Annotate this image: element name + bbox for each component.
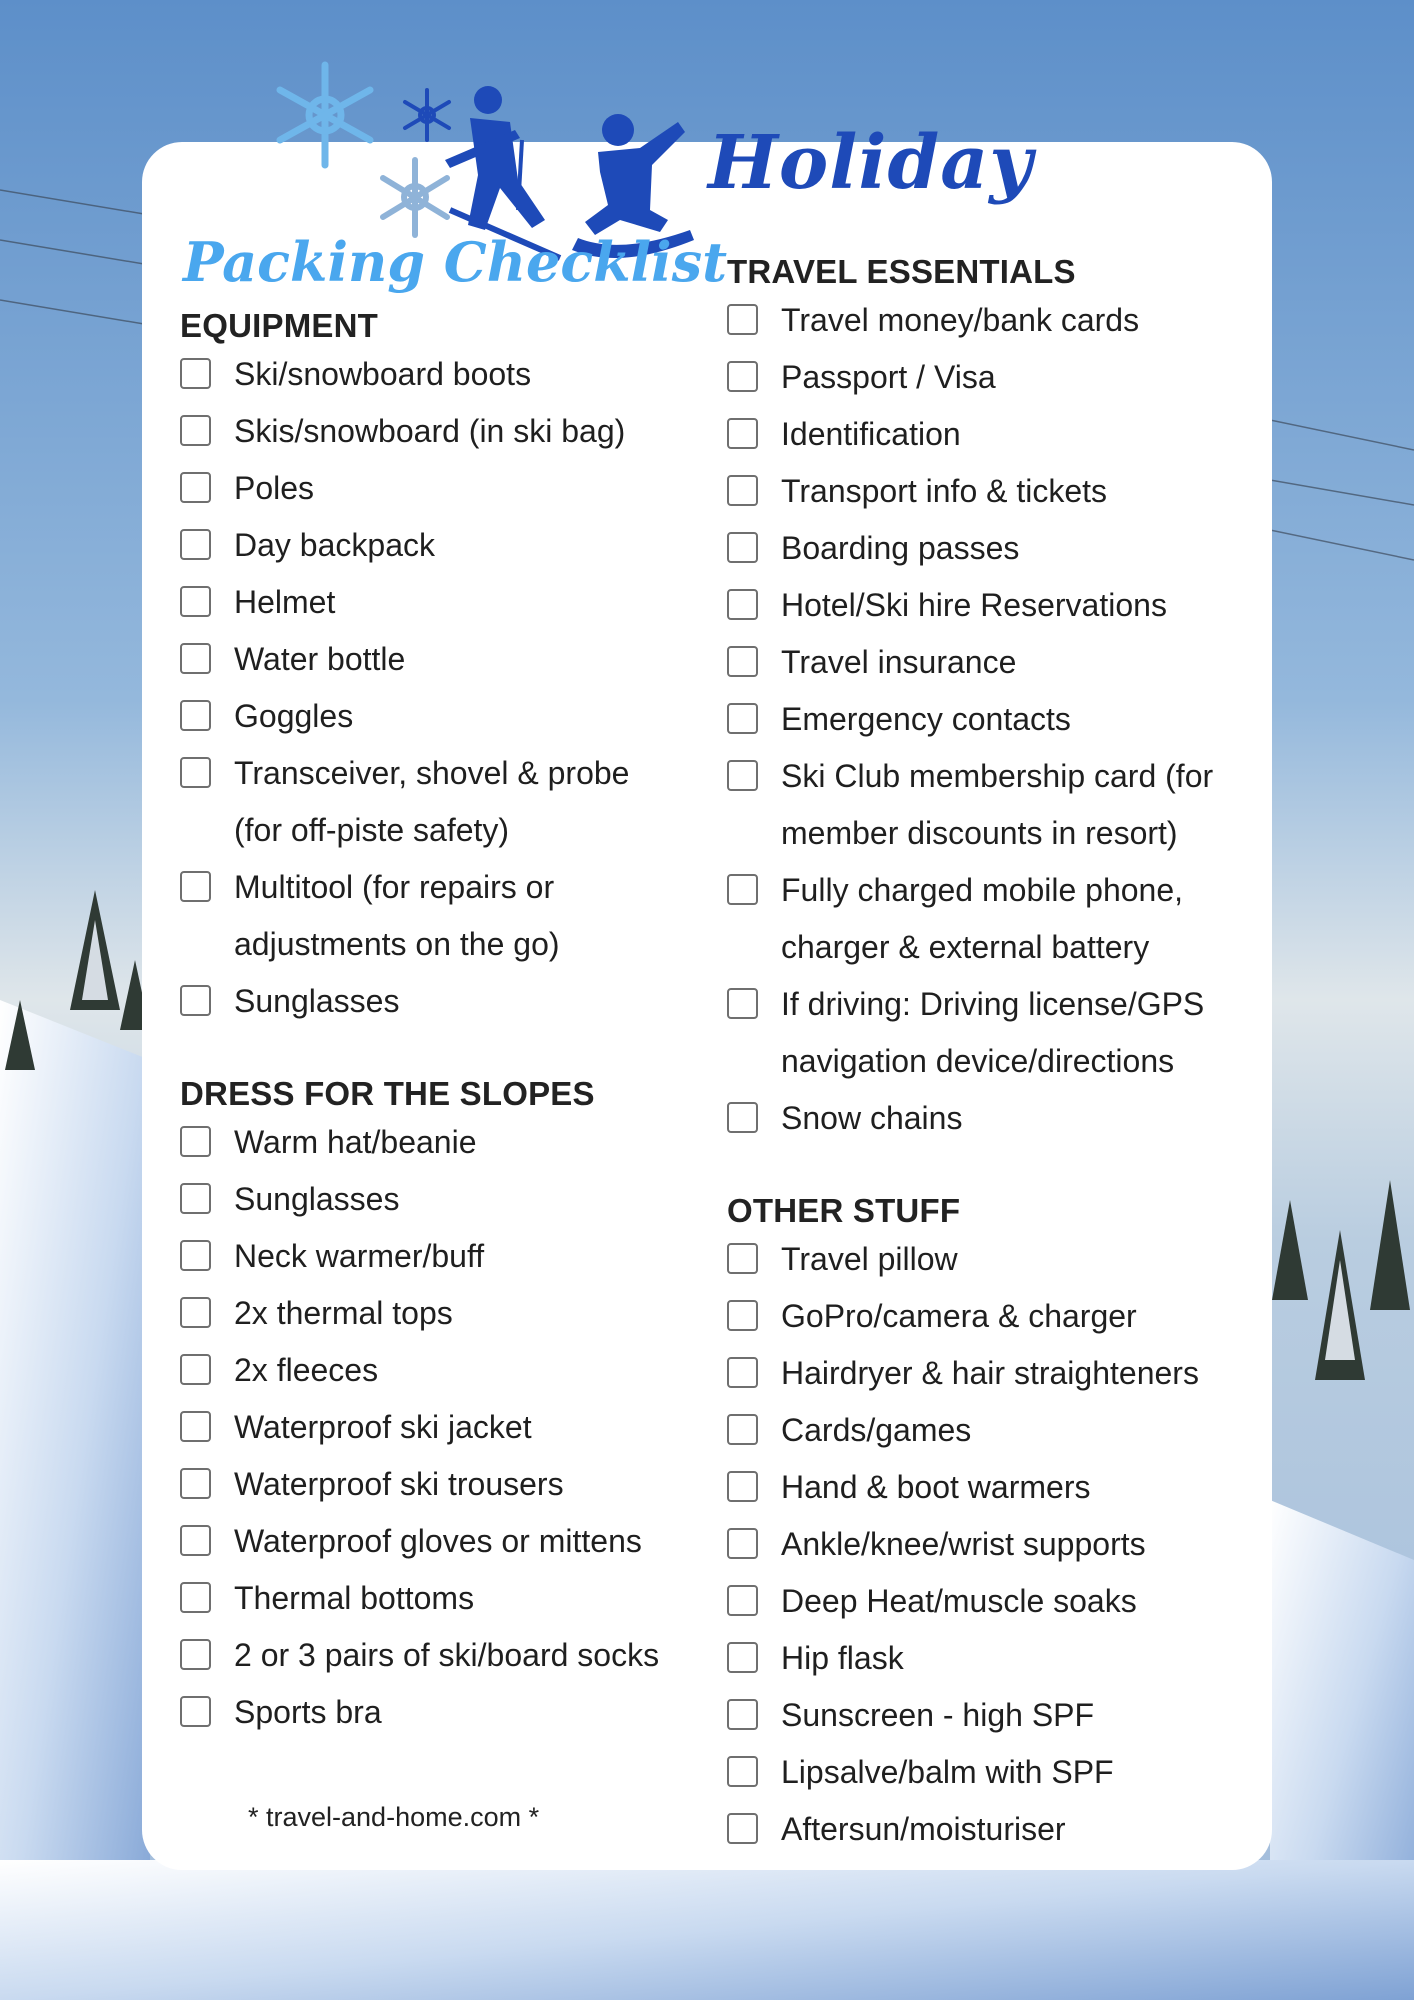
checklist-item-line: If driving: Driving license/GPS bbox=[781, 986, 1205, 1022]
checkbox[interactable] bbox=[180, 472, 211, 503]
checkbox[interactable] bbox=[727, 1699, 758, 1730]
checklist-item-line: Neck warmer/buff bbox=[234, 1238, 485, 1274]
travel-list bbox=[727, 292, 1257, 1147]
checklist-item[interactable] bbox=[180, 688, 710, 745]
checkbox[interactable] bbox=[727, 418, 758, 449]
checklist-item[interactable] bbox=[727, 1516, 1257, 1573]
checklist-item-label bbox=[781, 1231, 958, 1288]
checkbox[interactable] bbox=[727, 1756, 758, 1787]
checkbox[interactable] bbox=[180, 1411, 211, 1442]
checkbox[interactable] bbox=[727, 646, 758, 677]
checklist-item-label bbox=[234, 346, 531, 403]
checklist-item-line: Cards/games bbox=[781, 1412, 972, 1448]
checkbox[interactable] bbox=[180, 643, 211, 674]
checklist-item[interactable] bbox=[727, 577, 1257, 634]
checklist-item[interactable] bbox=[727, 406, 1257, 463]
checklist-item-label bbox=[781, 691, 1071, 748]
checklist-item[interactable] bbox=[727, 349, 1257, 406]
checklist-item[interactable] bbox=[180, 1114, 710, 1171]
checklist-item-label bbox=[234, 517, 435, 574]
checklist-item[interactable] bbox=[180, 460, 710, 517]
checkbox[interactable] bbox=[727, 1243, 758, 1274]
checkbox[interactable] bbox=[180, 1183, 211, 1214]
checklist-item-label bbox=[234, 1171, 399, 1228]
checklist-item-label bbox=[234, 403, 625, 460]
checklist-item[interactable] bbox=[727, 1345, 1257, 1402]
checkbox[interactable] bbox=[727, 589, 758, 620]
checklist-item-label bbox=[234, 1456, 564, 1513]
checklist-item[interactable] bbox=[180, 346, 710, 403]
checklist-item-label bbox=[234, 973, 399, 1030]
checkbox[interactable] bbox=[727, 1813, 758, 1844]
checkbox[interactable] bbox=[727, 760, 758, 791]
checklist-item-line: 2x fleeces bbox=[234, 1352, 379, 1388]
checklist-item-label bbox=[781, 1402, 971, 1459]
left-column bbox=[180, 306, 710, 1741]
checklist-item-line: Waterproof ski trousers bbox=[234, 1466, 564, 1502]
checklist-item[interactable] bbox=[727, 862, 1257, 976]
checkbox[interactable] bbox=[727, 361, 758, 392]
checklist-item[interactable] bbox=[727, 292, 1257, 349]
checklist-item[interactable] bbox=[727, 634, 1257, 691]
checklist-item-line: Hand & boot warmers bbox=[781, 1469, 1091, 1505]
slopes-list bbox=[180, 1114, 710, 1741]
checkbox[interactable] bbox=[727, 1414, 758, 1445]
checkbox[interactable] bbox=[180, 1297, 211, 1328]
checklist-item-label bbox=[234, 1627, 659, 1684]
checklist-item-line: navigation device/directions bbox=[781, 1043, 1175, 1079]
other-list bbox=[727, 1231, 1257, 1858]
checklist-item[interactable] bbox=[180, 1684, 710, 1741]
checklist-item-line: Goggles bbox=[234, 698, 354, 734]
section-title-slopes: DRESS FOR THE SLOPES bbox=[180, 1075, 595, 1112]
checklist-item[interactable] bbox=[180, 1342, 710, 1399]
checklist-item-label bbox=[234, 1399, 532, 1456]
checklist-item-label bbox=[234, 1114, 476, 1171]
checklist-item-line: (for off-piste safety) bbox=[234, 812, 510, 848]
checklist-item-line: Sunglasses bbox=[234, 983, 400, 1019]
checklist-item-label bbox=[234, 1684, 382, 1741]
checklist-item[interactable] bbox=[180, 1513, 710, 1570]
checklist-item-label bbox=[781, 634, 1016, 691]
checklist-item-line: Identification bbox=[781, 416, 961, 452]
checklist-item-line: Travel money/bank cards bbox=[781, 302, 1140, 338]
checklist-item[interactable] bbox=[180, 1399, 710, 1456]
checklist-item[interactable] bbox=[180, 859, 710, 973]
checklist-item[interactable] bbox=[727, 1801, 1257, 1858]
right-column bbox=[727, 252, 1257, 1858]
checklist-item[interactable] bbox=[180, 631, 710, 688]
checklist-item-label bbox=[781, 1744, 1114, 1801]
checklist-item-label bbox=[781, 463, 1107, 520]
checklist-item-label bbox=[781, 292, 1139, 349]
section-equipment bbox=[180, 306, 710, 1030]
checkbox[interactable] bbox=[180, 358, 211, 389]
checklist-item-label bbox=[234, 1228, 484, 1285]
checklist-item-line: Transceiver, shovel & probe bbox=[234, 755, 630, 791]
checkbox[interactable] bbox=[180, 985, 211, 1016]
section-dress-for-the-slopes bbox=[180, 1074, 710, 1741]
checklist-item-line: charger & external battery bbox=[781, 929, 1150, 965]
footer-credit: * travel-and-home.com * bbox=[248, 1802, 540, 1832]
checklist-item-line: Water bottle bbox=[234, 641, 406, 677]
checklist-item-line: GoPro/camera & charger bbox=[781, 1298, 1137, 1334]
checklist-item-label bbox=[234, 1342, 378, 1399]
checklist-item-line: Transport info & tickets bbox=[781, 473, 1108, 509]
checklist-item-line: Ski Club membership card (for bbox=[781, 758, 1214, 794]
checklist-item-label bbox=[781, 349, 996, 406]
checklist-item-label bbox=[781, 1687, 1094, 1744]
checklist-item[interactable] bbox=[180, 1570, 710, 1627]
checklist-item-label bbox=[781, 1288, 1137, 1345]
checklist-item-label bbox=[234, 745, 629, 859]
checklist-item[interactable] bbox=[727, 463, 1257, 520]
checkbox[interactable] bbox=[180, 586, 211, 617]
checklist-item-label bbox=[781, 1345, 1199, 1402]
checklist-item-line: Travel insurance bbox=[781, 644, 1017, 680]
checklist-item[interactable] bbox=[180, 403, 710, 460]
checkbox[interactable] bbox=[727, 475, 758, 506]
checklist-item-line: 2 or 3 pairs of ski/board socks bbox=[234, 1637, 660, 1673]
checklist-item-label bbox=[781, 1801, 1066, 1858]
checkbox[interactable] bbox=[727, 1300, 758, 1331]
checklist-item[interactable] bbox=[180, 973, 710, 1030]
checkbox[interactable] bbox=[727, 988, 758, 1019]
checkbox[interactable] bbox=[727, 1102, 758, 1133]
checklist-item-line: Fully charged mobile phone, bbox=[781, 872, 1184, 908]
checklist-item-label bbox=[234, 1285, 453, 1342]
checklist-item-label bbox=[781, 577, 1167, 634]
checkbox[interactable] bbox=[727, 703, 758, 734]
checkbox[interactable] bbox=[727, 874, 758, 905]
checklist-item[interactable] bbox=[727, 748, 1257, 862]
checklist-item-line: Travel pillow bbox=[781, 1241, 958, 1277]
checklist-item-label bbox=[781, 1090, 962, 1147]
checkbox[interactable] bbox=[180, 1525, 211, 1556]
checklist-item-line: Ankle/knee/wrist supports bbox=[781, 1526, 1146, 1562]
section-title-travel: TRAVEL ESSENTIALS bbox=[727, 253, 1076, 290]
section-title-other: OTHER STUFF bbox=[727, 1192, 961, 1229]
checklist-item-line: Waterproof gloves or mittens bbox=[234, 1523, 642, 1559]
checklist-item-label bbox=[781, 520, 1019, 577]
checklist-item[interactable] bbox=[727, 691, 1257, 748]
checklist-item-label bbox=[234, 688, 353, 745]
checkbox[interactable] bbox=[727, 1471, 758, 1502]
checklist-item[interactable] bbox=[180, 1627, 710, 1684]
checklist-item-line: Sunglasses bbox=[234, 1181, 400, 1217]
checklist-item-label bbox=[781, 976, 1204, 1090]
checklist-item[interactable] bbox=[727, 1687, 1257, 1744]
checkbox[interactable] bbox=[180, 529, 211, 560]
checklist-item-line: Snow chains bbox=[781, 1100, 963, 1136]
checklist-item-line: Deep Heat/muscle soaks bbox=[781, 1583, 1137, 1619]
checklist-item[interactable] bbox=[180, 517, 710, 574]
checklist-item[interactable] bbox=[727, 520, 1257, 577]
section-title-equipment: EQUIPMENT bbox=[180, 307, 378, 344]
checklist-item[interactable] bbox=[180, 1456, 710, 1513]
checklist-item-line: 2x thermal tops bbox=[234, 1295, 453, 1331]
checklist-item[interactable] bbox=[180, 1285, 710, 1342]
checklist-item-line: Poles bbox=[234, 470, 315, 506]
checklist-item-line: Waterproof ski jacket bbox=[234, 1409, 532, 1445]
checkbox[interactable] bbox=[180, 700, 211, 731]
checklist-item[interactable] bbox=[180, 1171, 710, 1228]
checkbox[interactable] bbox=[180, 1354, 211, 1385]
checkbox[interactable] bbox=[180, 1468, 211, 1499]
checklist-item-label bbox=[234, 631, 405, 688]
checklist-item-line: Warm hat/beanie bbox=[234, 1124, 477, 1160]
checkbox[interactable] bbox=[727, 1357, 758, 1388]
checklist-item-line: Emergency contacts bbox=[781, 701, 1071, 737]
checkbox[interactable] bbox=[727, 1642, 758, 1673]
checklist-item[interactable] bbox=[180, 574, 710, 631]
checklist-item-line: Helmet bbox=[234, 584, 336, 620]
section-travel-essentials bbox=[727, 252, 1257, 1147]
checklist-item-label bbox=[781, 862, 1183, 976]
checklist-item-label bbox=[234, 460, 314, 517]
checklist-item[interactable] bbox=[727, 1090, 1257, 1147]
checkbox[interactable] bbox=[727, 304, 758, 335]
checkbox[interactable] bbox=[180, 1696, 211, 1727]
section-other-stuff bbox=[727, 1191, 1257, 1858]
snowflake-icon bbox=[383, 160, 447, 235]
checklist-item[interactable] bbox=[180, 1228, 710, 1285]
checklist-item-line: Day backpack bbox=[234, 527, 435, 563]
checkbox[interactable] bbox=[727, 1528, 758, 1559]
checklist-item[interactable] bbox=[727, 1288, 1257, 1345]
checklist-item-label bbox=[781, 1459, 1090, 1516]
checklist-item[interactable] bbox=[727, 1402, 1257, 1459]
checklist-item-line: Skis/snowboard (in ski bag) bbox=[234, 413, 626, 449]
checklist-item-line: adjustments on the go) bbox=[234, 926, 560, 962]
checklist-item-line: Lipsalve/balm with SPF bbox=[781, 1754, 1114, 1790]
snowflake-icon bbox=[405, 90, 449, 140]
checklist-item-line: Hip flask bbox=[781, 1640, 904, 1676]
checklist-item[interactable] bbox=[180, 745, 710, 859]
snowflake-icon bbox=[280, 65, 370, 165]
checklist-item-line: Hotel/Ski hire Reservations bbox=[781, 587, 1167, 623]
checkbox[interactable] bbox=[180, 1639, 211, 1670]
checkbox[interactable] bbox=[180, 415, 211, 446]
checklist-item-label bbox=[234, 1570, 474, 1627]
checklist-item-line: member discounts in resort) bbox=[781, 815, 1178, 851]
checklist-item-label bbox=[234, 859, 560, 973]
checklist-item-label bbox=[781, 1573, 1137, 1630]
checklist-item-label bbox=[781, 1516, 1146, 1573]
checklist-item-label bbox=[781, 1630, 904, 1687]
checklist-item-line: Sunscreen - high SPF bbox=[781, 1697, 1095, 1733]
checklist-item[interactable] bbox=[727, 1459, 1257, 1516]
checkbox[interactable] bbox=[180, 1126, 211, 1157]
checkbox[interactable] bbox=[180, 1582, 211, 1613]
checklist-item[interactable] bbox=[727, 1744, 1257, 1801]
checkbox[interactable] bbox=[180, 1240, 211, 1271]
checklist-item-label bbox=[781, 406, 961, 463]
checklist-item[interactable] bbox=[727, 1630, 1257, 1687]
checklist-item-label bbox=[234, 1513, 642, 1570]
checklist-item-line: Hairdryer & hair straighteners bbox=[781, 1355, 1199, 1391]
checklist-item-line: Aftersun/moisturiser bbox=[781, 1811, 1066, 1847]
checklist-item[interactable] bbox=[727, 1573, 1257, 1630]
equipment-list bbox=[180, 346, 710, 1030]
checklist-item-line: Multitool (for repairs or bbox=[234, 869, 555, 905]
checklist-item-line: Sports bra bbox=[234, 1694, 382, 1730]
checklist-item-label bbox=[781, 748, 1213, 862]
checklist-item[interactable] bbox=[727, 976, 1257, 1090]
title-holiday: Holiday bbox=[708, 120, 1034, 206]
checkbox[interactable] bbox=[180, 757, 211, 788]
checkbox[interactable] bbox=[727, 1585, 758, 1616]
checklist-item-label bbox=[234, 574, 335, 631]
checklist-item-line: Boarding passes bbox=[781, 530, 1020, 566]
checklist-item-line: Passport / Visa bbox=[781, 359, 996, 395]
checklist-item-line: Thermal bottoms bbox=[234, 1580, 475, 1616]
checklist-item[interactable] bbox=[727, 1231, 1257, 1288]
checkbox[interactable] bbox=[180, 871, 211, 902]
checkbox[interactable] bbox=[727, 532, 758, 563]
checklist-item-line: Ski/snowboard boots bbox=[234, 356, 532, 392]
title-packing-checklist: Packing Checklist bbox=[183, 230, 728, 294]
